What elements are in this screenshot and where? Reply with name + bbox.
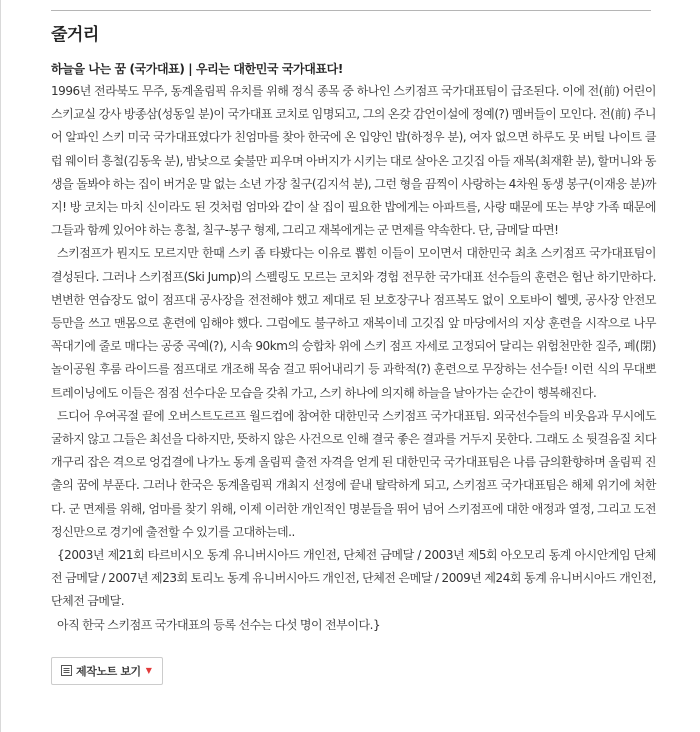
document-icon: [61, 665, 72, 676]
top-divider: [51, 10, 651, 11]
synopsis-section: [51, 22, 656, 685]
production-notes-label: 제작노트 보기: [76, 664, 141, 678]
synopsis-paragraph-5: 아직 한국 스키점프 국가대표의 등록 선수는 다섯 명이 전부이다.}: [57, 617, 381, 632]
production-notes-button[interactable]: [51, 657, 163, 685]
synopsis-paragraph-1: 1996년 전라북도 무주, 동계올림픽 유치를 위해 정식 종목 중 하나인 스키점프 국가대표팀이 급조된다. 이에 전(前) 어린이 스키교실 강사 방종삼(성동일 분)이 국가대표 코치로 임명되고, 그의 온갖 감언이설에 정예(?) 멤버들이 모인다. 전(前) 주니어 알파인 스키 미국 국가대표였다가 친엄마를 찾아 한국에 온 입양인 밥(하정우 분), 여자 없으면 하루도 못 버틸 나이트 클럽 웨이터 흥철(김동욱 분), 밤낮으로 숯불만 피우며 아버지가 시키는 대로 살아온 고깃집 아들 재복(최재환 분), 할머니와 동생을 돌봐야 하는 집이 버거운 말 없는 소년 가장 칠구(김지석 분), 그런 형을 끔찍이 사랑하는 4차원 동생 봉구(이재응 분)까지! 방 코치는 마치 신이라도 된 것처럼 엄마와 같이 살 집이 필요한 밥에게는 아파트를, 사랑 때문에 또는 부양 가족 때문에 그들과 함께 있어야 하는 흥철, 칠구-봉구 형제, 그리고 재복에게는 군 면제를 약속한다. 단, 금메달 따면!: [51, 84, 656, 238]
left-border: [0, 0, 1, 732]
section-title: 줄거리: [51, 25, 99, 45]
synopsis-subtitle: 하늘을 나는 꿈 (국가대표) | 우리는 대한민국 국가대표다!: [51, 62, 343, 76]
synopsis-paragraph-2: 스키점프가 뭔지도 모르지만 한때 스키 좀 타봤다는 이유로 뽑힌 이들이 모이면서 대한민국 최초 스키점프 국가대표팀이 결성된다. 그러나 스키점프(Ski Jump)의 스펠링도 모르는 코치와 경험 전무한 국가대표 선수들의 훈련은 험난 하기만하다. 변변한 연습장도 없이 점프대 공사장을 전전해야 했고 제대로 된 보호장구나 점프복도 없이 오토바이 헬멧, 공사장 안전모 등만을 쓰고 맨몸으로 훈련에 임해야 했다. 그럼에도 불구하고 재복이네 고깃집 앞 마당에서의 지상 훈련을 시작으로 나무 꼭대기에 줄로 매다는 공중 곡예(?), 시속 90km의 승합차 위에 스키 점프 자세로 고정되어 달리는 위험천만한 질주, 폐(閉)놀이공원 후룸 라이드를 점프대로 개조해 목숨 걸고 뛰어내리기 등 과학적(?) 훈련으로 무장하는 선수들! 이런 식의 무대뽀 트레이닝에도 이들은 점점 선수다운 모습을 갖춰 가고, 스키 하나에 의지해 하늘을 날아가는 순간이 행복해진다.: [51, 246, 656, 400]
chevron-down-icon: ▼: [145, 666, 152, 676]
synopsis-paragraph-3: 드디어 우여곡절 끝에 오버스트도르프 월드컵에 참여한 대한민국 스키점프 국가대표팀. 외국선수들의 비웃음과 무시에도 굴하지 않고 그들은 최선을 다하지만, 뜻하지 않은 사건으로 인해 결국 좋은 결과를 거두지 못한다. 그래도 소 뒷걸음질 치다 개구리 잡은 격으로 엉겁결에 나가노 동계 올림픽 출전 자격을 얻게 된 대한민국 국가대표팀은 나름 금의환향하며 올림픽 진출의 꿈에 부푼다. 그러나 한국은 동계올림픽 개최지 선정에 끝내 탈락하게 되고, 스키점프 국가대표팀은 해체 위기에 처한다. 군 면제를 위해, 엄마를 찾기 위해, 이제 이러한 개인적인 명분들을 뛰어 넘어 스키점프에 대한 애정과 열정, 그리고 도전 정신만으로 경기에 출전할 수 있기를 고대하는데..: [51, 408, 656, 539]
synopsis-paragraph-4: {2003년 제21회 타르비시오 동계 유니버시아드 개인전, 단체전 금메달 / 2003년 제5회 아오모리 동계 아시안게임 단체전 금메달 / 2007년 제23회 토리노 동계 유니버시아드 개인전, 단체전 은메달 / 2009년 제24회 동계 유니버시아드 개인전, 단체전 금메달.: [51, 548, 656, 609]
